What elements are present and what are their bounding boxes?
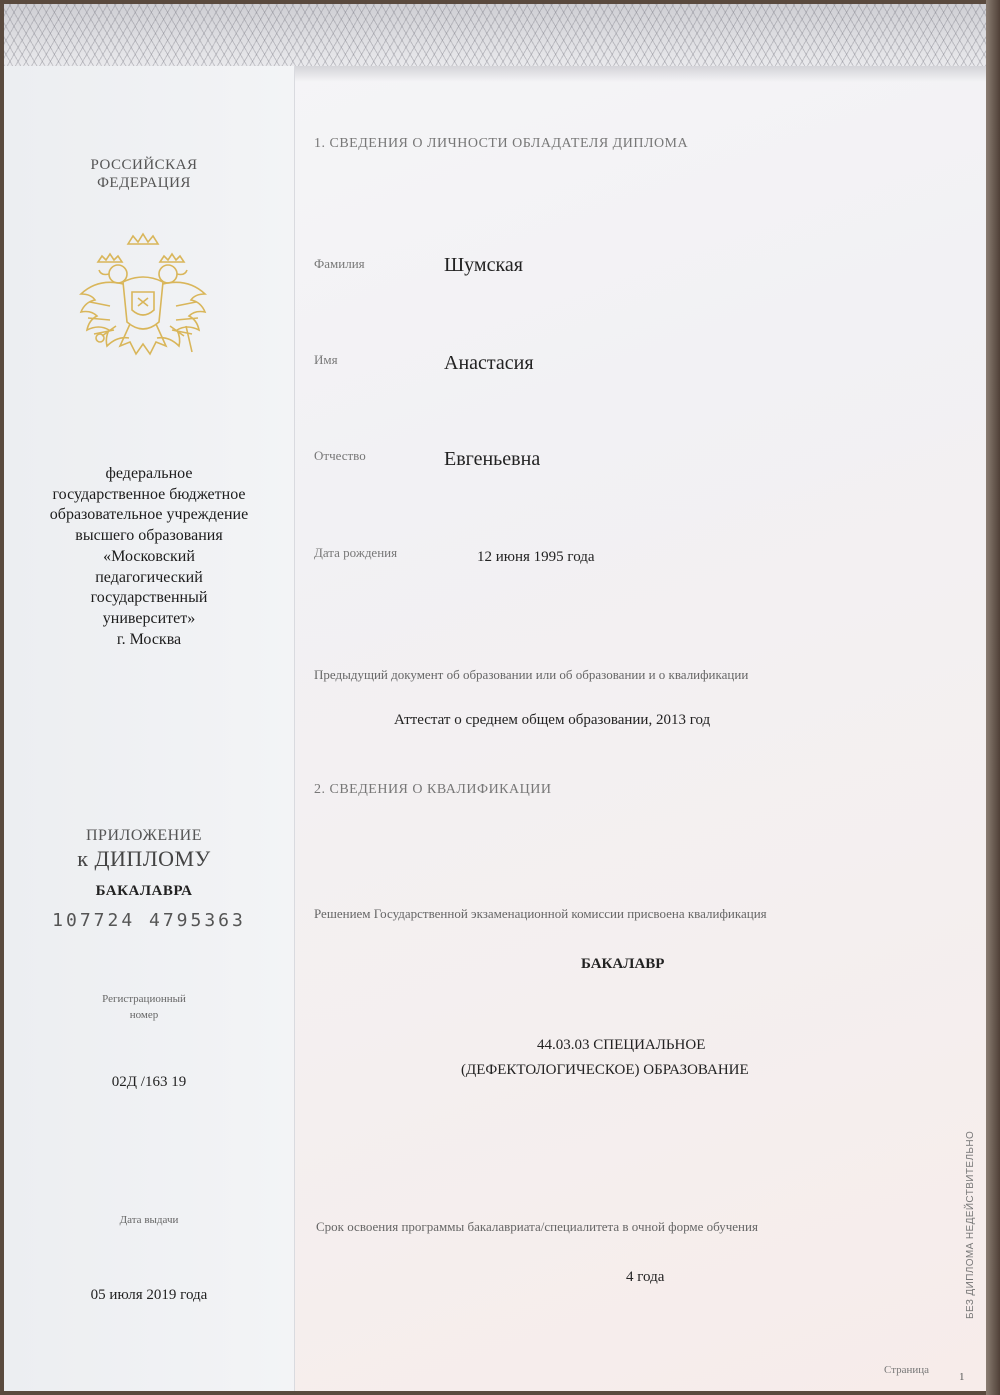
birth-date-label: Дата рождения bbox=[314, 545, 398, 560]
specialty-line2: (ДЕФЕКТОЛОГИЧЕСКОЕ) ОБРАЗОВАНИЕ bbox=[461, 1062, 749, 1078]
institution-line: высшего образования bbox=[75, 527, 223, 545]
surname-value: Шумская bbox=[444, 254, 523, 276]
issue-date-label: Дата выдачи bbox=[119, 1214, 179, 1226]
validity-note: БЕЗ ДИПЛОМА НЕДЕЙСТВИТЕЛЬНО bbox=[965, 1130, 976, 1319]
country-line: РОССИЙСКАЯ bbox=[90, 157, 198, 173]
institution-line: образовательное учреждение bbox=[49, 506, 249, 524]
section1-title: 1. СВЕДЕНИЯ О ЛИЧНОСТИ ОБЛАДАТЕЛЯ ДИПЛОМА bbox=[314, 136, 689, 151]
qualification-value: БАКАЛАВР bbox=[581, 956, 665, 972]
patronymic-label: Отчество bbox=[314, 448, 366, 463]
serial-number: 107724 4795363 bbox=[52, 910, 246, 931]
background-edge bbox=[986, 0, 1000, 1395]
registration-number: 02Д /163 19 bbox=[111, 1074, 187, 1090]
institution-line: педагогический bbox=[95, 568, 203, 586]
institution-line: государственный bbox=[90, 589, 208, 607]
guilloche-border bbox=[4, 4, 994, 66]
qualification-decision-label: Решением Государственной экзаменационной комиссии присвоена квалификация bbox=[314, 906, 767, 921]
registration-label-line: Регистрационный bbox=[102, 993, 186, 1005]
name-value: Анастасия bbox=[444, 352, 534, 374]
page-label: Страница bbox=[884, 1364, 930, 1376]
institution-line: государственное бюджетное bbox=[52, 485, 246, 503]
issue-date: 05 июля 2019 года bbox=[90, 1287, 208, 1303]
specialty-line1: 44.03.03 СПЕЦИАЛЬНОЕ bbox=[537, 1037, 706, 1053]
institution-name bbox=[24, 464, 274, 650]
name-label: Имя bbox=[314, 352, 338, 367]
institution-line: университет» bbox=[102, 609, 196, 627]
section2-title: 2. СВЕДЕНИЯ О КВАЛИФИКАЦИИ bbox=[314, 782, 552, 797]
previous-document-value: Аттестат о среднем общем образовании, 2013 год bbox=[394, 712, 711, 728]
patronymic-value: Евгеньевна bbox=[444, 448, 541, 470]
previous-document-label: Предыдущий документ об образовании или об образовании и о квалификации bbox=[314, 667, 749, 682]
study-duration-value: 4 года bbox=[626, 1269, 665, 1285]
surname-label: Фамилия bbox=[314, 256, 365, 271]
country-line: ФЕДЕРАЦИЯ bbox=[97, 175, 191, 191]
appendix-degree: БАКАЛАВРА bbox=[95, 883, 193, 899]
registration-label-line: номер bbox=[129, 1009, 159, 1021]
registration-number-label bbox=[79, 991, 209, 1023]
country-name bbox=[44, 156, 244, 192]
russian-coat-of-arms-icon bbox=[68, 222, 218, 372]
diploma-appendix-page bbox=[4, 4, 994, 1391]
appendix-title-line1: ПРИЛОЖЕНИЕ bbox=[85, 827, 202, 844]
institution-line: федеральное bbox=[105, 465, 193, 482]
institution-line: «Московский bbox=[103, 547, 195, 565]
appendix-title-line2: к ДИПЛОМУ bbox=[77, 846, 211, 871]
study-duration-label: Срок освоения программы бакалавриата/специалитета в очной форме обучения bbox=[316, 1219, 758, 1234]
page-number: 1 bbox=[959, 1371, 965, 1383]
institution-line: г. Москва bbox=[116, 630, 182, 648]
birth-date-value: 12 июня 1995 года bbox=[477, 549, 595, 565]
